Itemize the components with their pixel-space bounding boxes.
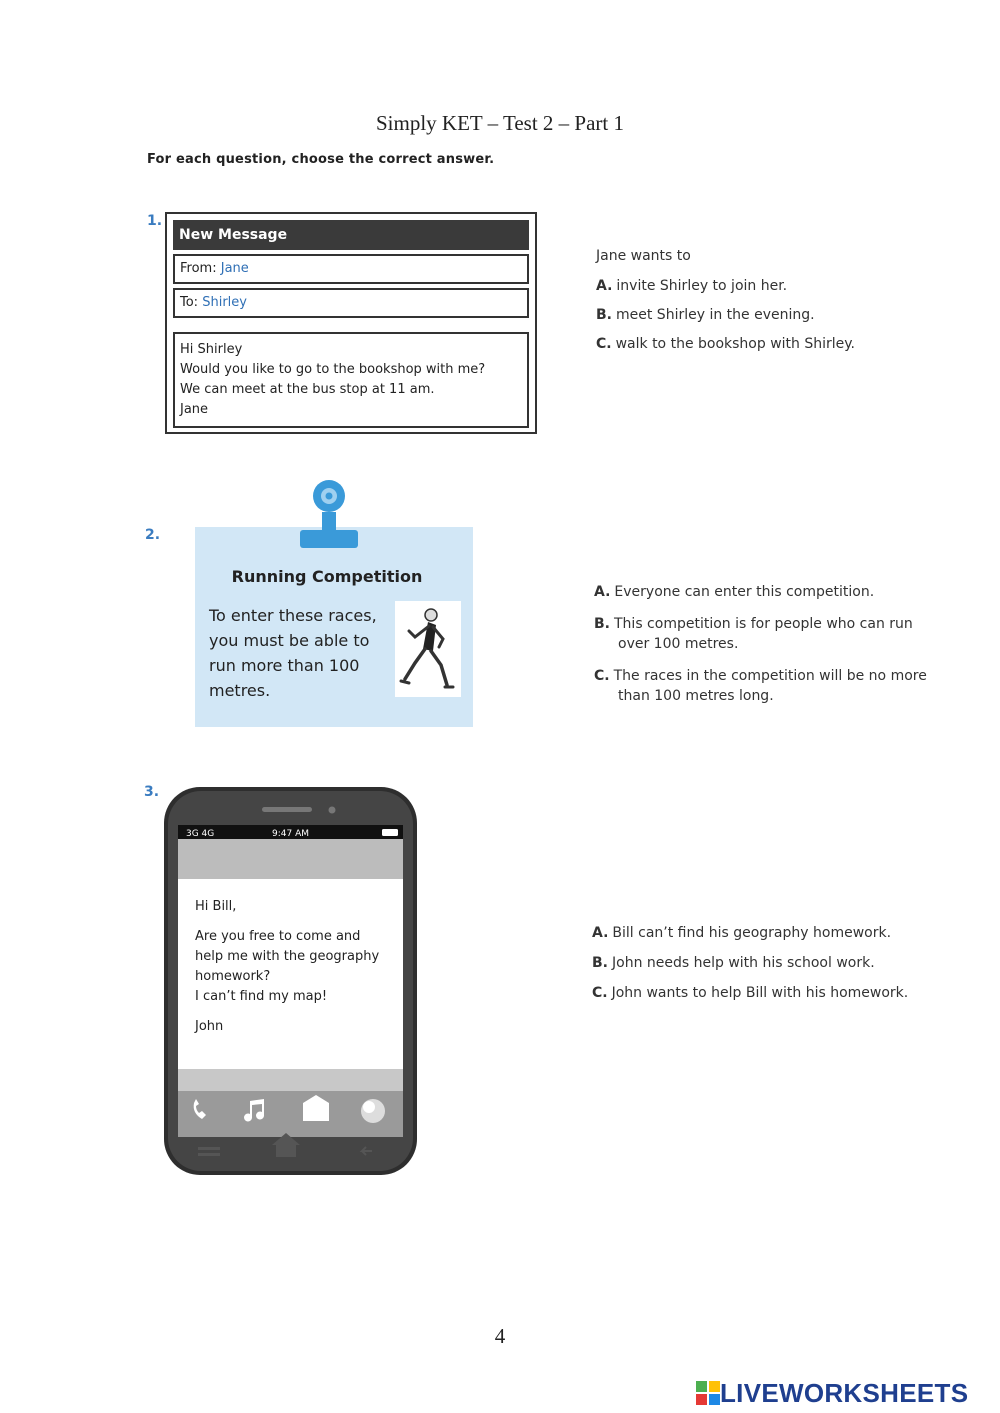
q2-options	[594, 582, 927, 718]
option-letter: B.	[592, 955, 608, 971]
option-letter: A.	[592, 925, 609, 941]
runner-icon	[395, 601, 461, 697]
email-header: New Message	[173, 220, 529, 250]
text-message	[195, 897, 379, 1047]
globe-icon	[361, 1099, 385, 1123]
liveworksheets-logo[interactable]	[696, 1378, 968, 1408]
option-text-continued: over 100 metres.	[618, 636, 739, 652]
option-text: Everyone can enter this competition.	[614, 584, 875, 600]
page-number: 4	[494, 1324, 506, 1348]
q2-option-a[interactable]	[594, 582, 927, 602]
notice-line: you must be able to	[209, 631, 370, 650]
option-text: Bill can’t find his geography homework.	[612, 925, 892, 941]
question-number-2: 2.	[145, 527, 161, 543]
option-letter: A.	[596, 278, 613, 294]
instructions: For each question, choose the correct answer.	[147, 152, 495, 167]
notice-line: To enter these races,	[209, 606, 377, 625]
email-body	[173, 332, 529, 428]
phone-call-icon	[194, 1099, 206, 1119]
page-title: Simply KET – Test 2 – Part 1	[375, 111, 624, 135]
email-to-field	[173, 288, 529, 318]
music-icon	[244, 1099, 264, 1121]
option-text: John needs help with his school work.	[612, 955, 875, 971]
q3-options	[592, 925, 908, 1014]
question-number-1: 1.	[147, 213, 163, 229]
q3-option-c[interactable]	[592, 985, 908, 1001]
notice-text	[209, 603, 377, 703]
phone-illustration	[162, 785, 419, 1177]
email-body-line: Hi Shirley	[180, 342, 243, 357]
liveworksheets-icon	[696, 1381, 720, 1405]
message-line: Are you free to come and	[195, 929, 361, 944]
option-letter: C.	[596, 336, 612, 352]
email-body-line: We can meet at the bus stop at 11 am.	[180, 382, 435, 397]
email-body-line: Jane	[180, 402, 209, 417]
signal-indicator: 3G 4G	[186, 829, 215, 839]
q1-option-c[interactable]	[596, 336, 855, 352]
notice-line: run more than 100	[209, 656, 360, 675]
option-text: This competition is for people who can run	[614, 616, 913, 632]
option-letter: B.	[594, 616, 610, 632]
option-letter: B.	[596, 307, 612, 323]
option-text-continued: than 100 metres long.	[618, 688, 774, 704]
option-text: meet Shirley in the evening.	[616, 307, 815, 323]
q2-option-c[interactable]	[594, 666, 927, 706]
runner-picture	[395, 601, 461, 697]
clip-icon	[298, 478, 360, 550]
notice-title: Running Competition	[231, 567, 423, 586]
message-line: homework?	[195, 969, 271, 984]
q1-option-a[interactable]	[596, 278, 855, 294]
to-value: Shirley	[202, 295, 247, 310]
email-card	[165, 212, 537, 434]
q3-option-b[interactable]	[592, 955, 908, 971]
option-text: The races in the competition will be no more	[613, 668, 927, 684]
clock: 9:47 AM	[272, 829, 309, 839]
message-line: help me with the geography	[195, 949, 380, 964]
option-text: John wants to help Bill with his homework.	[611, 985, 909, 1001]
q1-prompt: Jane wants to	[596, 248, 691, 264]
question-number-3: 3.	[144, 784, 160, 800]
q2-option-b[interactable]	[594, 614, 927, 654]
message-greeting: Hi Bill,	[195, 899, 237, 914]
option-letter: C.	[594, 668, 610, 684]
mail-icon	[303, 1095, 329, 1121]
email-body-line: Would you like to go to the bookshop with me?	[180, 362, 486, 377]
q1-options	[596, 248, 855, 365]
option-letter: A.	[594, 584, 611, 600]
from-value: Jane	[220, 261, 249, 276]
notice-card	[195, 527, 473, 727]
liveworksheets-wordmark: LIVEWORKSHEETS	[720, 1377, 969, 1408]
option-text: walk to the bookshop with Shirley.	[615, 336, 855, 352]
message-signoff: John	[195, 1019, 224, 1034]
from-label: From:	[180, 261, 217, 276]
email-from-field	[173, 254, 529, 284]
option-text: invite Shirley to join her.	[616, 278, 788, 294]
message-line: I can’t find my map!	[195, 989, 328, 1004]
option-letter: C.	[592, 985, 608, 1001]
notice-line: metres.	[209, 681, 271, 700]
q3-option-a[interactable]	[592, 925, 908, 941]
to-label: To:	[180, 295, 199, 310]
q1-option-b[interactable]	[596, 307, 855, 323]
